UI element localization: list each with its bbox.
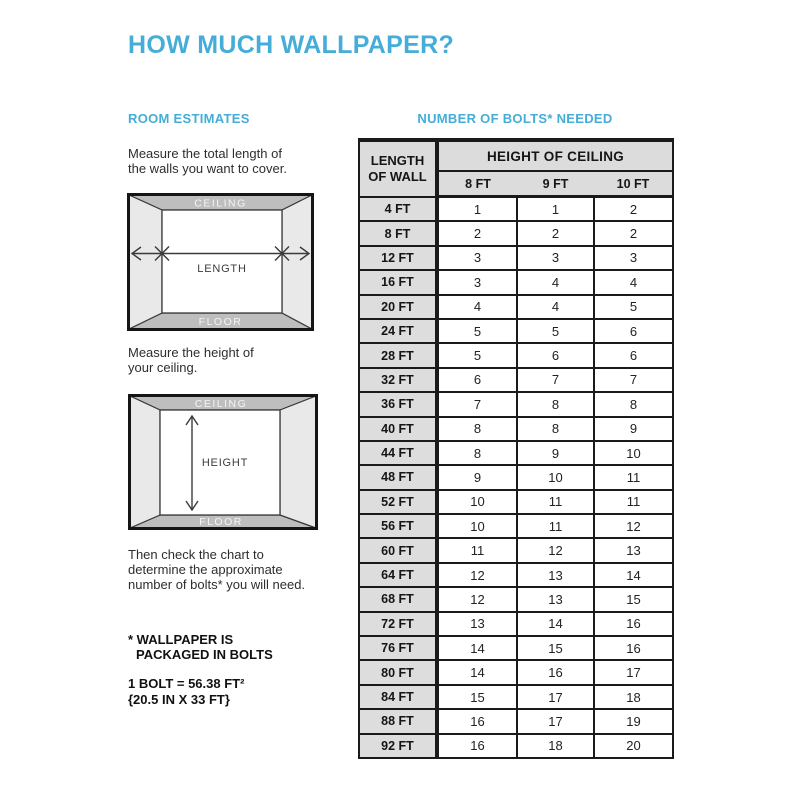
step2-instructions: [128, 345, 254, 375]
table-row: [359, 368, 673, 392]
step3-line2: determine the approximate: [128, 562, 283, 577]
bolt-count-cell: 11: [594, 465, 673, 489]
bolt-count-cell: 13: [437, 612, 517, 636]
bolt-count-cell: 5: [517, 319, 594, 343]
table-row: [359, 685, 673, 709]
bolt-count-cell: 1: [437, 197, 517, 222]
bolt-count-cell: 3: [437, 270, 517, 294]
room-estimates-heading: ROOM ESTIMATES: [128, 111, 250, 126]
bolt-count-cell: 9: [594, 417, 673, 441]
table-row: [359, 417, 673, 441]
bolt-count-cell: 8: [517, 392, 594, 416]
step2-line1: Measure the height of: [128, 345, 254, 360]
bolt-count-cell: 2: [517, 221, 594, 245]
bolt-count-cell: 13: [594, 538, 673, 562]
bolt-count-cell: 16: [594, 636, 673, 660]
table-row: [359, 246, 673, 270]
table-row: [359, 660, 673, 684]
floor-label: FLOOR: [198, 316, 243, 328]
bolt-count-cell: 6: [437, 368, 517, 392]
bolt-count-cell: 1: [517, 197, 594, 222]
bolt-count-cell: 2: [594, 221, 673, 245]
step1-line1: Measure the total length of: [128, 146, 282, 161]
bolt-table: [358, 138, 674, 759]
bolt-count-cell: 14: [517, 612, 594, 636]
bolt-count-cell: 6: [594, 343, 673, 367]
footnote-line1: * WALLPAPER IS: [128, 632, 234, 647]
bolt-count-cell: 12: [437, 587, 517, 611]
bolt-count-cell: 5: [437, 343, 517, 367]
step1-instructions: [128, 146, 287, 176]
bolt-count-cell: 2: [594, 197, 673, 222]
wall-length-cell: 32 FT: [359, 368, 437, 392]
length-of-wall-header: [359, 140, 437, 197]
bolt-count-cell: 12: [437, 563, 517, 587]
bolt-count-cell: 16: [594, 612, 673, 636]
col-header-9ft: 9 FT: [517, 171, 594, 197]
bolt-size-info: [128, 676, 244, 707]
bolt-count-cell: 7: [594, 368, 673, 392]
table-row: [359, 343, 673, 367]
table-row: [359, 221, 673, 245]
bolt-count-cell: 12: [594, 514, 673, 538]
bolt-count-cell: 6: [517, 343, 594, 367]
ceiling-label: CEILING: [194, 197, 247, 210]
bolt-count-cell: 17: [517, 709, 594, 733]
wall-length-cell: 44 FT: [359, 441, 437, 465]
bolt-count-cell: 4: [437, 295, 517, 319]
table-row: [359, 636, 673, 660]
table-row: [359, 295, 673, 319]
step3-line3: number of bolts* you will need.: [128, 577, 306, 592]
table-row: [359, 490, 673, 514]
bolt-count-cell: 8: [594, 392, 673, 416]
bolt-count-cell: 17: [594, 660, 673, 684]
wall-length-cell: 64 FT: [359, 563, 437, 587]
bolt-size-line1: 1 BOLT = 56.38 FT²: [128, 676, 245, 691]
right-wall: [282, 195, 312, 329]
wall-length-cell: 8 FT: [359, 221, 437, 245]
bolt-count-cell: 9: [437, 465, 517, 489]
bolt-count-cell: 10: [437, 514, 517, 538]
bolt-count-cell: 4: [517, 295, 594, 319]
bolt-count-cell: 7: [437, 392, 517, 416]
bolt-count-cell: 19: [594, 709, 673, 733]
bolt-count-cell: 4: [594, 270, 673, 294]
bolt-count-cell: 16: [437, 709, 517, 733]
step3-line1: Then check the chart to: [128, 547, 264, 562]
bolt-count-cell: 9: [517, 441, 594, 465]
bolt-count-cell: 11: [517, 490, 594, 514]
wall-length-cell: 80 FT: [359, 660, 437, 684]
left-wall: [130, 396, 160, 528]
table-row: [359, 319, 673, 343]
wall-length-cell: 36 FT: [359, 392, 437, 416]
bolt-count-cell: 8: [437, 417, 517, 441]
bolt-count-cell: 14: [437, 660, 517, 684]
footnote-line2: PACKAGED IN BOLTS: [136, 647, 273, 662]
bolts-footnote: [128, 632, 273, 662]
wall-length-cell: 76 FT: [359, 636, 437, 660]
wall-length-cell: 28 FT: [359, 343, 437, 367]
length-of-wall-line1: LENGTH: [370, 152, 425, 168]
table-row: [359, 709, 673, 733]
bolt-count-cell: 14: [594, 563, 673, 587]
col-header-8ft: 8 FT: [437, 171, 517, 197]
bolt-count-cell: 12: [517, 538, 594, 562]
wall-length-cell: 16 FT: [359, 270, 437, 294]
bolt-count-cell: 7: [517, 368, 594, 392]
bolt-count-cell: 8: [517, 417, 594, 441]
bolt-table-body: [359, 197, 673, 758]
bolt-count-cell: 5: [594, 295, 673, 319]
height-measure-diagram: [128, 394, 318, 530]
bolt-count-cell: 18: [517, 734, 594, 758]
bolt-count-cell: 17: [517, 685, 594, 709]
bolt-count-cell: 2: [437, 221, 517, 245]
wall-length-cell: 72 FT: [359, 612, 437, 636]
bolt-count-cell: 5: [437, 319, 517, 343]
table-row: [359, 270, 673, 294]
floor-label: FLOOR: [199, 516, 243, 528]
length-label: LENGTH: [197, 263, 247, 275]
bolt-count-cell: 3: [437, 246, 517, 270]
bolt-count-cell: 20: [594, 734, 673, 758]
wall-length-cell: 92 FT: [359, 734, 437, 758]
table-row: [359, 514, 673, 538]
bolt-size-line2: {20.5 IN X 33 FT}: [128, 691, 230, 707]
table-row: [359, 465, 673, 489]
step2-line2: your ceiling.: [128, 360, 198, 375]
bolt-count-cell: 3: [594, 246, 673, 270]
bolt-count-cell: 13: [517, 587, 594, 611]
table-row: [359, 612, 673, 636]
bolt-count-cell: 11: [594, 490, 673, 514]
page-title: HOW MUCH WALLPAPER?: [128, 31, 455, 59]
bolt-count-cell: 11: [437, 538, 517, 562]
wall-length-cell: 24 FT: [359, 319, 437, 343]
table-row: [359, 734, 673, 758]
back-wall: [162, 210, 282, 313]
wall-length-cell: 52 FT: [359, 490, 437, 514]
wall-length-cell: 12 FT: [359, 246, 437, 270]
height-label: HEIGHT: [201, 457, 249, 469]
bolt-count-cell: 15: [594, 587, 673, 611]
height-of-ceiling-header: HEIGHT OF CEILING: [437, 140, 673, 171]
step1-line2: the walls you want to cover.: [128, 161, 287, 176]
bolt-count-cell: 13: [517, 563, 594, 587]
table-row: [359, 197, 673, 222]
ceiling-label: CEILING: [194, 398, 248, 410]
bolt-count-cell: 6: [594, 319, 673, 343]
wall-length-cell: 40 FT: [359, 417, 437, 441]
right-wall: [280, 396, 316, 528]
table-row: [359, 392, 673, 416]
step3-instructions: [128, 547, 305, 592]
bolt-table-container: [358, 138, 674, 759]
wall-length-cell: 20 FT: [359, 295, 437, 319]
wall-length-cell: 88 FT: [359, 709, 437, 733]
bolt-count-cell: 15: [437, 685, 517, 709]
bolts-needed-heading: NUMBER OF BOLTS* NEEDED: [417, 111, 613, 126]
table-row: [359, 441, 673, 465]
bolt-count-cell: 11: [517, 514, 594, 538]
col-header-10ft: 10 FT: [594, 171, 673, 197]
length-measure-diagram: [127, 193, 314, 331]
wall-length-cell: 56 FT: [359, 514, 437, 538]
bolt-count-cell: 16: [517, 660, 594, 684]
wall-length-cell: 60 FT: [359, 538, 437, 562]
length-of-wall-line2: OF WALL: [368, 168, 427, 184]
bolt-count-cell: 3: [517, 246, 594, 270]
bolt-count-cell: 15: [517, 636, 594, 660]
bolt-count-cell: 10: [594, 441, 673, 465]
left-wall: [129, 195, 162, 329]
bolt-count-cell: 14: [437, 636, 517, 660]
bolt-count-cell: 8: [437, 441, 517, 465]
wall-length-cell: 68 FT: [359, 587, 437, 611]
bolt-count-cell: 16: [437, 734, 517, 758]
table-row: [359, 563, 673, 587]
bolt-count-cell: 18: [594, 685, 673, 709]
wall-length-cell: 84 FT: [359, 685, 437, 709]
table-row: [359, 587, 673, 611]
table-row: [359, 538, 673, 562]
wall-length-cell: 4 FT: [359, 197, 437, 222]
bolt-count-cell: 10: [437, 490, 517, 514]
bolt-count-cell: 4: [517, 270, 594, 294]
wall-length-cell: 48 FT: [359, 465, 437, 489]
bolt-count-cell: 10: [517, 465, 594, 489]
